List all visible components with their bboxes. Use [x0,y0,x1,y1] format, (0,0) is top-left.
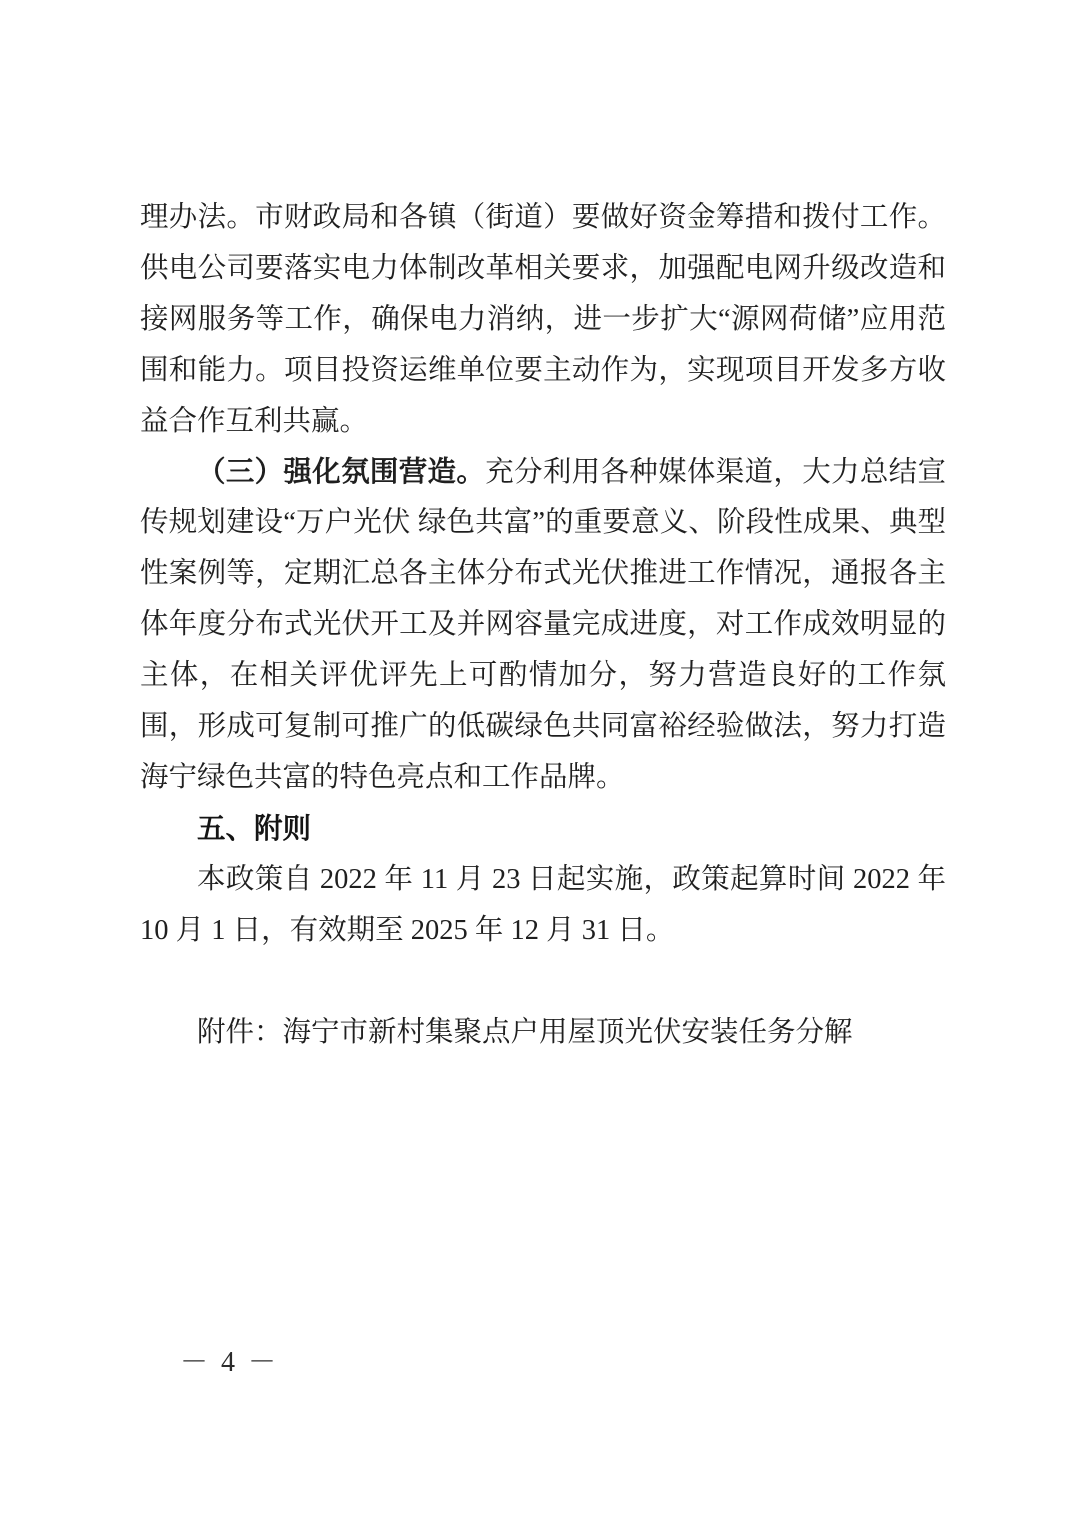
paragraph-section-three-lead: （三）强化氛围营造。 [197,456,486,488]
paragraph-effective-dates: 本政策自 2022 年 11 月 23 日起实施，政策起算时间 2022 年 10 月 1 日，有效期至 2025 年 12 月 31 日。 [140,863,946,946]
paragraph-section-three [140,448,946,804]
page-number: － 4 － [180,1347,280,1378]
paragraph-continuation [140,193,946,448]
attachment-line: 附件：海宁市新村集聚点户用屋顶光伏安装任务分解 [197,1016,853,1048]
paragraph-section-three-text: 充分利用各种媒体渠道，大力总结宣传规划建设“万户光伏 绿色共富”的重要意义、阶段性成果、典型性案例等，定期汇总各主体分布式光伏推进工作情况，通报各主体年度分布式光伏开工及并网容量完成进度，对工作成效明显的主体，在相关评优评先上可酌情加分，努力营造良好的工作氛围，形成可复制可推广的低碳绿色共同富裕经验做法，努力打造海宁绿色共富的特色亮点和工作品牌。 [140,456,946,793]
section-heading-supplementary-provisions: 五、附则 [197,812,312,845]
paragraph-continuation-text: 理办法。市财政局和各镇（街道）要做好资金筹措和拨付工作。供电公司要落实电力体制改革相关要求，加强配电网升级改造和接网服务等工作，确保电力消纳，进一步扩大“源网荷储”应用范围和能力。项目投资运维单位要主动作为，实现项目开发多方收益合作互利共赢。 [140,202,946,437]
page-content [140,193,946,1059]
